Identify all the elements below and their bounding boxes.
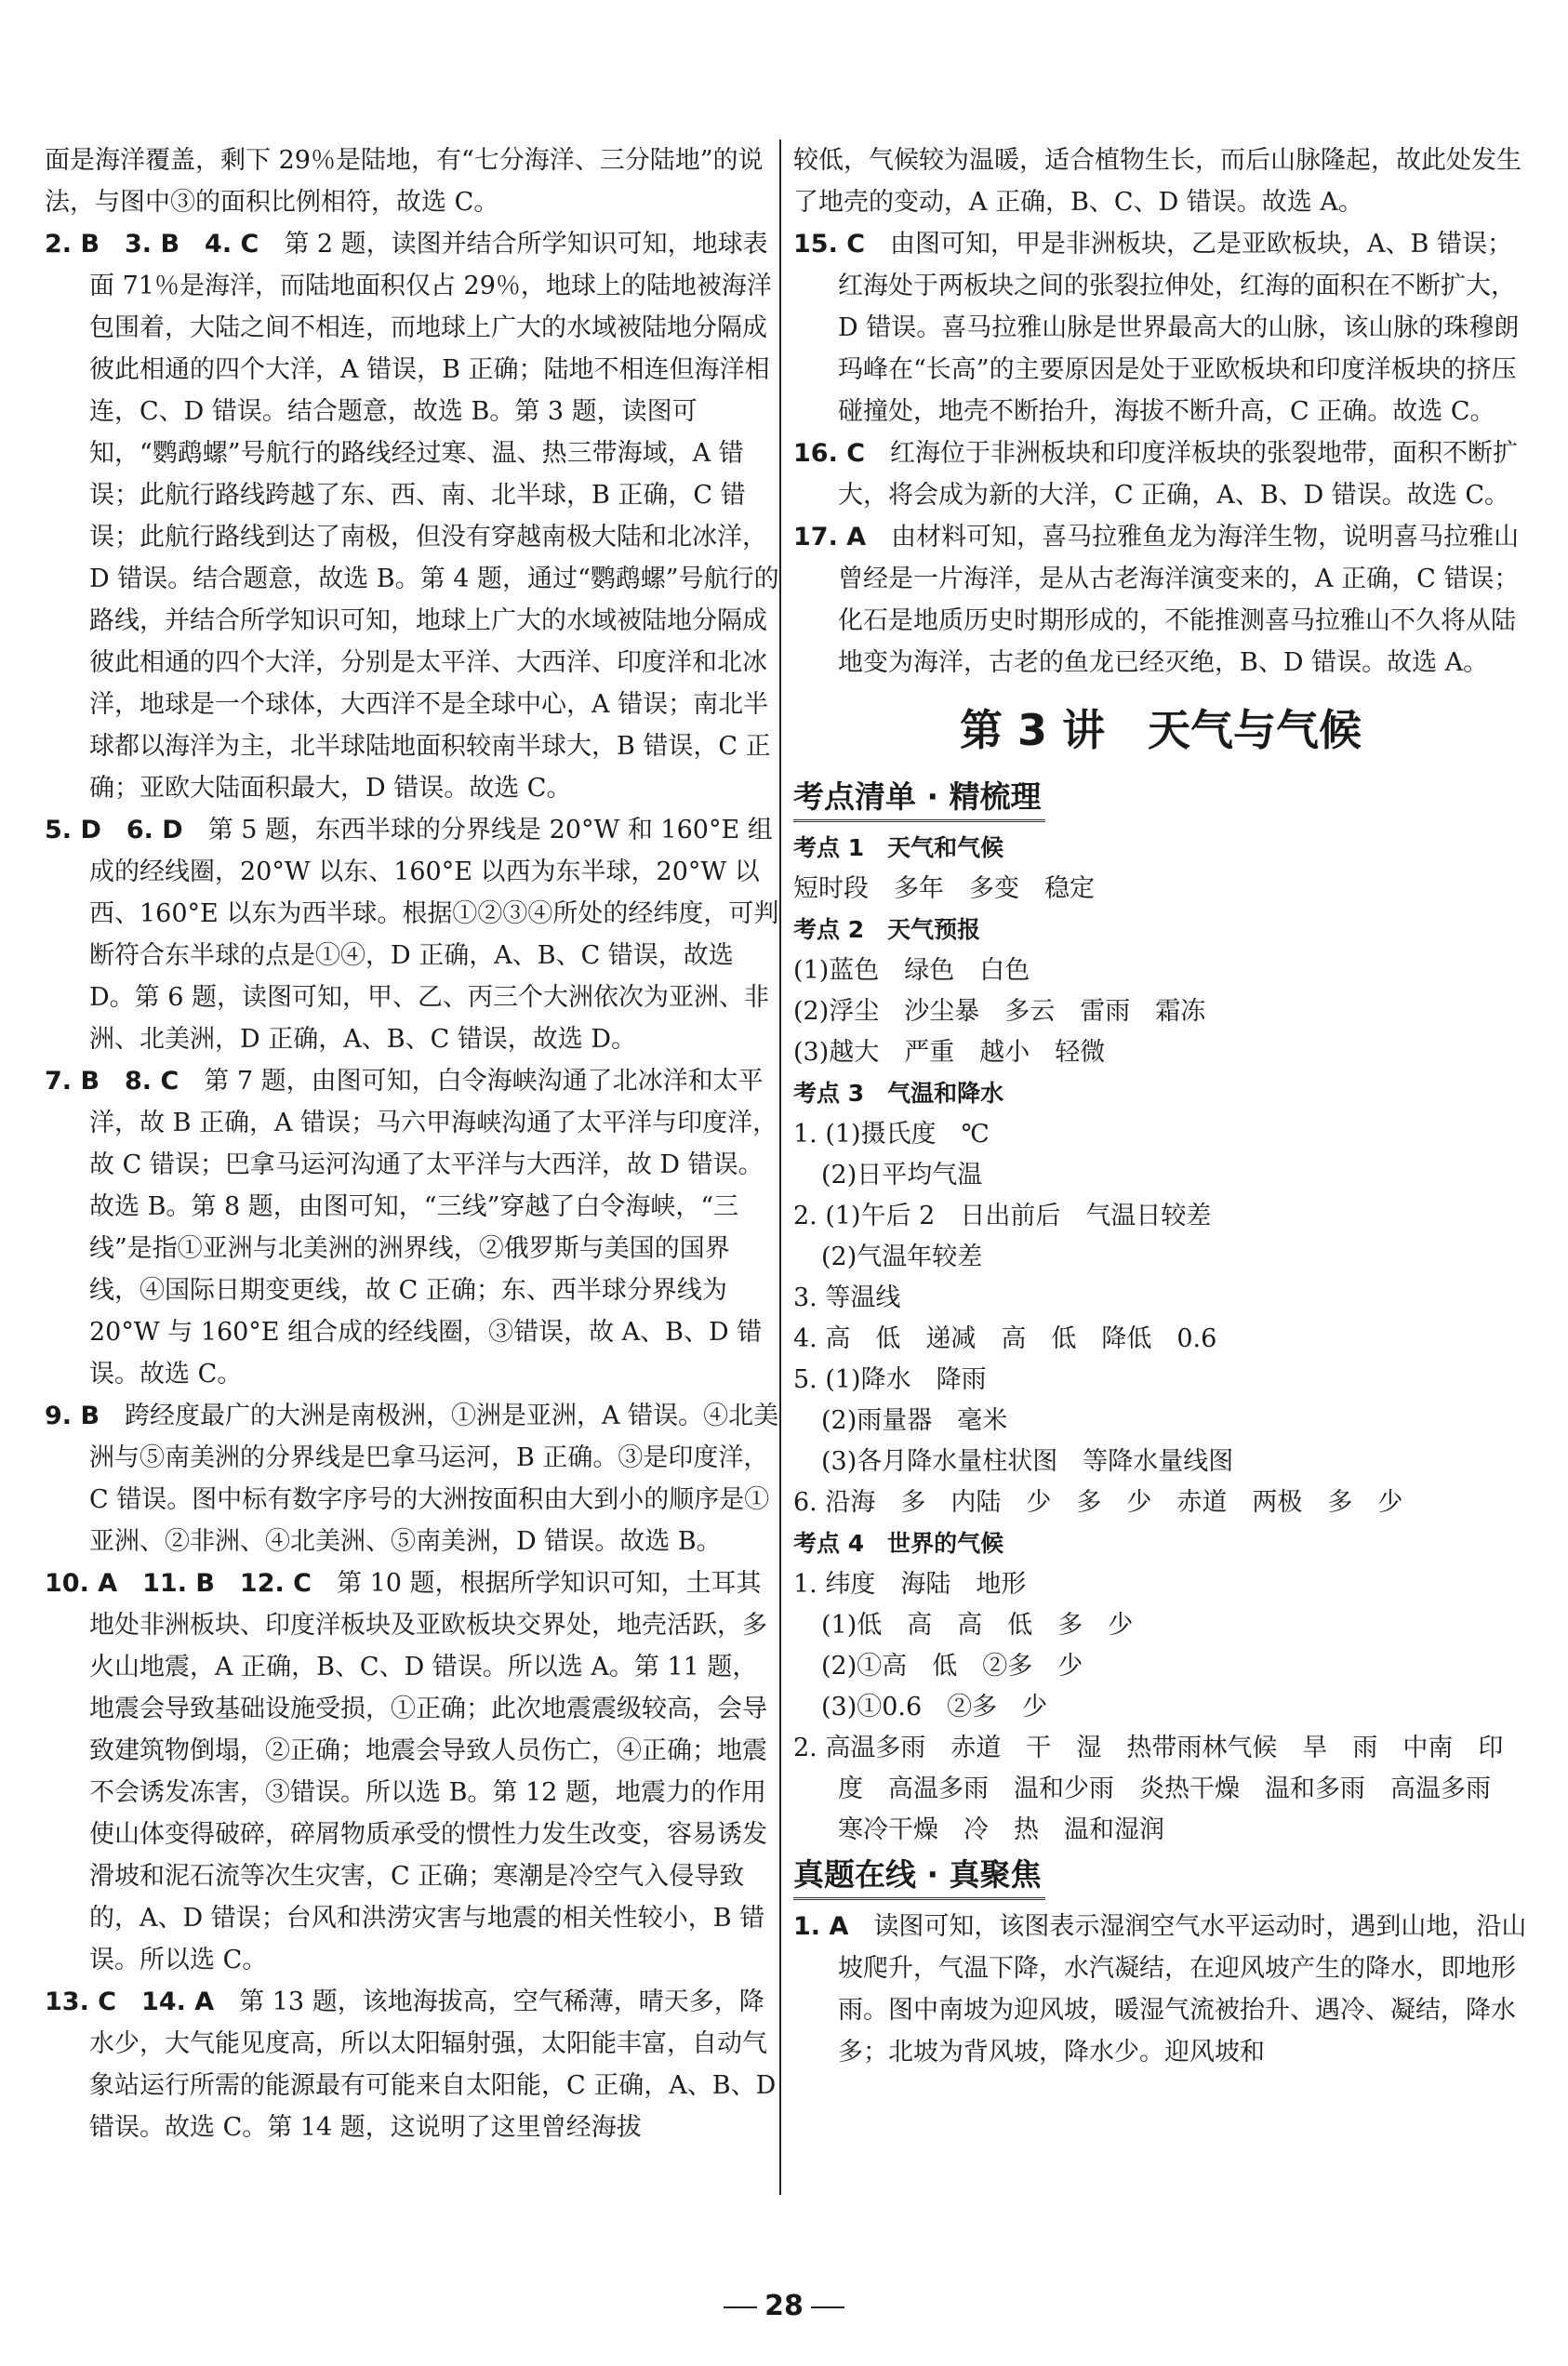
answer-line: (2)①高 低 ②多 少 [821, 1652, 1083, 1681]
answer-entry: 1. A 读图可知，该图表示湿润空气水平运动时，遇到山地，沿山坡爬升，气温下降，水汽凝结，在迎风坡产生的降水，即地形雨。图中南坡为迎风坡，暖湿气流被抬升、遇冷、凝结，降水多；北坡为背风坡，降水少。迎风坡和 [793, 1912, 1527, 2067]
page-number: 28 [0, 2290, 1568, 2322]
answer-entry: 17. A 由材料可知，喜马拉雅鱼龙为海洋生物，说明喜马拉雅山曾经是一片海洋，是从古老海洋演变来的，A 正确，C 错误；化石是地质历史时期形成的，不能推测喜马拉雅山不久将从陆地变为海洋，古老的鱼龙已经灭绝，B、D 错误。故选 A。 [793, 523, 1520, 677]
answer-line: 3. 等温线 [793, 1283, 901, 1312]
answer-line: 6. 沿海 多 内陆 少 多 少 赤道 两极 多 少 [793, 1488, 1403, 1517]
answer-line: 短时段 多年 多变 稳定 [793, 874, 1095, 903]
answer-entry: 15. C 由图可知，甲是非洲板块，乙是亚欧板块，A、B 错误；红海处于两板块之间的张裂拉伸处，红海的面积在不断扩大，D 错误。喜马拉雅山脉是世界最高大的山脉，该山脉的珠穆朗玛峰在“长高”的主要原因是处于亚欧板块和印度洋板块的挤压碰撞处，地壳不断抬升，海拔不断升高，C 正确。故选 C。 [793, 230, 1520, 426]
answer-line: (2)气温年较差 [821, 1243, 983, 1271]
answer-line: (3)①0.6 ②多 少 [821, 1693, 1048, 1721]
answer-entry: 9. B 跨经度最广的大洲是南极洲，①洲是亚洲，A 错误。④北美洲与⑤南美洲的分界线是巴拿马运河，B 正确。③是印度洋，C 错误。图中标有数字序号的大洲按面积由大到小的顺序是①亚洲、②非洲、④北美洲、⑤南美洲，D 错误。故选 B。 [45, 1402, 779, 1556]
answer-entry: 13. C 14. A 第 13 题，该地海拔高，空气稀薄，晴天多，降水少，大气能见度高，所以太阳辐射强，太阳能丰富，自动气象站运行所需的能源最有可能来自太阳能，C 正确，A、B、D 错误。故选 C。第 14 题，这说明了这里曾经海拔 [45, 1987, 777, 2142]
answer-entry: 较低，气候较为温暖，适合植物生长，而后山脉隆起，故此处发生了地壳的变动，A 正确，B、C、D 错误。故选 A。 [793, 146, 1521, 217]
answer-line: 5. (1)降水 降雨 [793, 1365, 987, 1394]
section-heading: 真题在线 · 真聚焦 [793, 1853, 1045, 1900]
footer-dash [724, 2306, 757, 2308]
answer-entry: 10. A 11. B 12. C 第 10 题，根据所学知识可知，土耳其地处非洲板块、印度洋板块及亚欧板块交界处，地壳活跃，多火山地震，A 正确，B、C、D 错误。所以选 A。第 11 题，地震会导致基础设施受损，①正确；此次地震震级较高，会导致建筑物倒塌，②正确；地震会导致人员伤亡，④正确；地震不会诱发冻害，③错误。所以选 B。第 12 题，地震力的作用使山体变得破碎，碎屑物质承受的惯性力发生改变，容易诱发滑坡和泥石流等次生灾害，C 正确；寒潮是冷空气入侵导致的，A、D 错误；台风和洪涝灾害与地震的相关性较小，B 错误。所以选 C。 [45, 1569, 767, 1974]
answer-line: 4. 高 低 递减 高 低 降低 0.6 [793, 1324, 1217, 1353]
answer-line: 2. (1)午后 2 日出前后 气温日较差 [793, 1202, 1212, 1230]
answer-line: (1)蓝色 绿色 白色 [793, 956, 1030, 985]
answer-line: 1. 纬度 海陆 地形 [793, 1570, 1027, 1599]
answer-line: (2)日平均气温 [821, 1161, 983, 1190]
section-heading: 考点清单 · 精梳理 [793, 775, 1045, 822]
answer-entry: 面是海洋覆盖，剩下 29％是陆地，有“七分海洋、三分陆地”的说法，与图中③的面积比例相符，故选 C。 [45, 146, 764, 217]
answer-line: 2. 高温多雨 赤道 干 湿 热带雨林气候 旱 雨 中南 印度 高温多雨 温和少雨 炎热干燥 温和多雨 高温多雨 寒冷干燥 冷 热 温和湿润 [793, 1734, 1516, 1844]
answer-line: (2)浮尘 沙尘暴 多云 雷雨 霜冻 [793, 997, 1206, 1026]
chapter-title: 第 3 讲 天气与气候 [959, 705, 1362, 755]
answer-line: (3)越大 严重 越小 轻微 [793, 1038, 1106, 1067]
footer-dash [811, 2306, 844, 2308]
left-column [45, 140, 779, 2148]
answer-line: 1. (1)摄氏度 ℃ [793, 1120, 990, 1149]
topic-heading: 考点 4 世界的气候 [793, 1530, 1004, 1557]
answer-entry: 5. D 6. D 第 5 题，东西半球的分界线是 20°W 和 160°E 组成的经线圈，20°W 以东、160°E 以西为东半球，20°W 以西、160°E 以东为西半球。根据①②③④所处的经纬度，可判断符合东半球的点是①④，D 正确，A、B、C 错误，故选 D。第 6 题，读图可知，甲、乙、丙三个大洲依次为亚洲、非洲、北美洲，D 正确，A、B、C 错误，故选 D。 [45, 816, 779, 1054]
topic-heading: 考点 2 天气预报 [793, 916, 981, 943]
answer-entry: 16. C 红海位于非洲板块和印度洋板块的张裂地带，面积不断扩大，将会成为新的大洋，C 正确，A、B、D 错误。故选 C。 [793, 439, 1519, 510]
answer-entry: 2. B 3. B 4. C 第 2 题，读图并结合所学知识可知，地球表面 71％是海洋，而陆地面积仅占 29％，地球上的陆地被海洋包围着，大陆之间不相连，而地球上广大的水域被陆地分隔成彼此相通的四个大洋，A 错误，B 正确；陆地不相连但海洋相连，C、D 错误。结合题意，故选 B。第 3 题，读图可知，“鹦鹉螺”号航行的路线经过寒、温、热三带海域，A 错误；此航行路线跨越了东、西、南、北半球，B 正确，C 错误；此航行路线到达了南极，但没有穿越南极大陆和北冰洋，D 错误。结合题意，故选 B。第 4 题，通过“鹦鹉螺”号航行的路线，并结合所学知识可知，地球上广大的水域被陆地分隔成彼此相通的四个大洋，分别是太平洋、大西洋、印度洋和北冰洋，地球是一个球体，大西洋不是全球中心，A 错误；南北半球都以海洋为主，北半球陆地面积较南半球大，B 错误，C 正确；亚欧大陆面积最大，D 错误。故选 C。 [45, 230, 779, 803]
answer-line: (1)低 高 高 低 多 少 [821, 1611, 1134, 1640]
column-divider [779, 140, 781, 2195]
topic-heading: 考点 3 气温和降水 [793, 1080, 1004, 1107]
answer-entry: 7. B 8. C 第 7 题，由图可知，白令海峡沟通了北冰洋和太平洋，故 B 正确，A 错误；马六甲海峡沟通了太平洋与印度洋，故 C 错误；巴拿马运河沟通了太平洋与大西洋，故 D 错误。故选 B。第 8 题，由图可知，“三线”穿越了白令海峡，“三线”是指①亚洲与北美洲的洲界线，②俄罗斯与美国的国界线，④国际日期变更线，故 C 正确；东、西半球分界线为 20°W 与 160°E 组合成的经线圈，③错误，故 A、B、D 错误。故选 C。 [45, 1067, 778, 1389]
answer-line: (2)雨量器 毫米 [821, 1406, 1008, 1435]
topic-heading: 考点 1 天气和气候 [793, 834, 1004, 861]
right-column [793, 140, 1528, 2073]
answer-line: (3)各月降水量柱状图 等降水量线图 [821, 1447, 1234, 1476]
